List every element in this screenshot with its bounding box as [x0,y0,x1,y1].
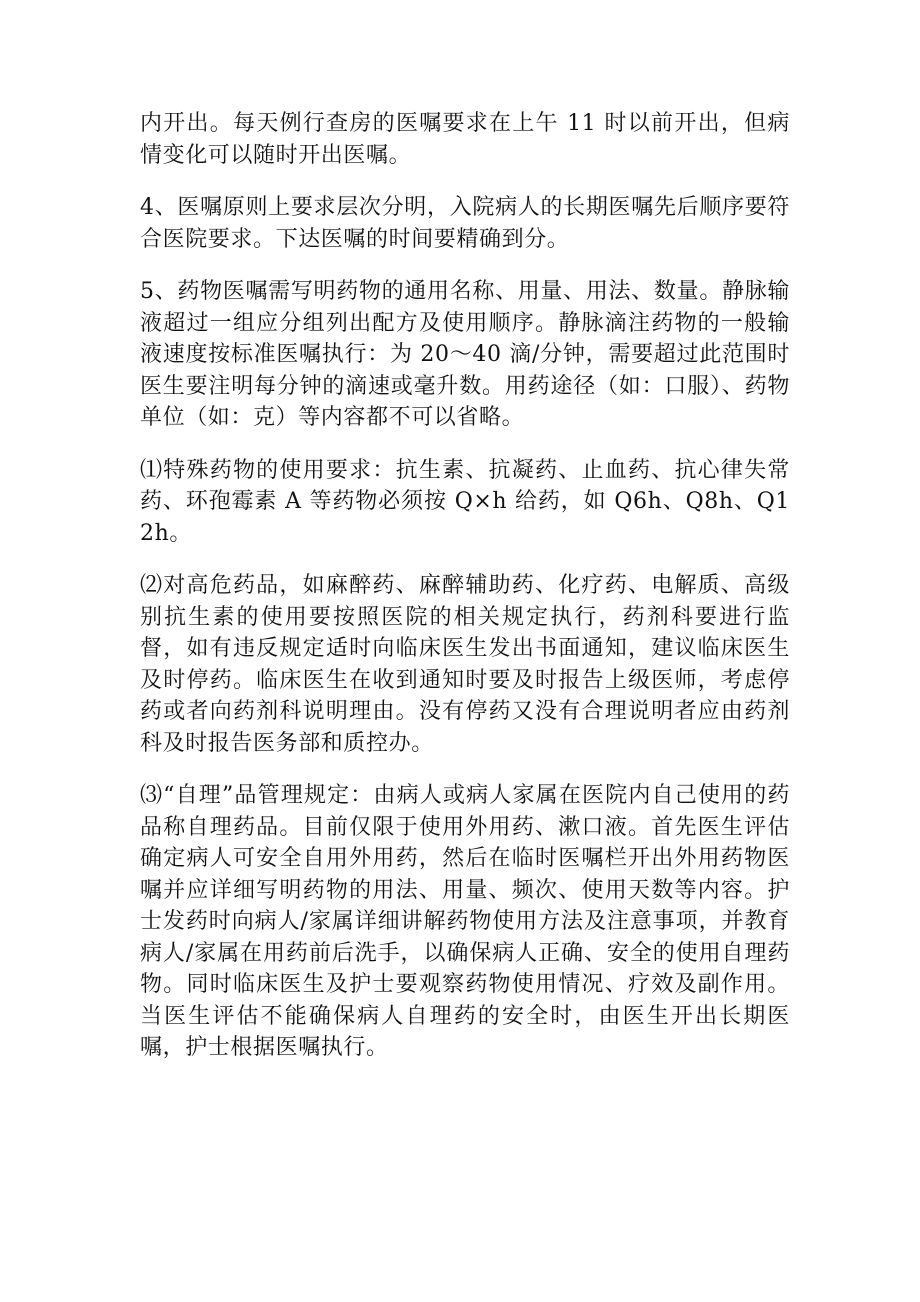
paragraph-item-5: 5、药物医嘱需写明药物的通用名称、用量、用法、数量。静脉输液超过一组应分组列出配方及使用顺序。静脉滴注药物的一般输液速度按标准医嘱执行：为 20～40 滴/分钟，需要超过此范围时医生要注明每分钟的滴速或毫升数。用药途径（如：口服）、药物单位（如：克）等内容都不可以省略。 [140,279,790,430]
paragraph-high-risk-drugs: ⑵对高危药品，如麻醉药、麻醉辅助药、化疗药、电解质、高级别抗生素的使用要按照医院的相关规定执行，药剂科要进行监督，如有违反规定适时向临床医生发出书面通知，建议临床医生及时停药。临床医生在收到通知时要及时报告上级医师，考虑停药或者向药剂科说明理由。没有停药又没有合理说明者应由药剂科及时报告医务部和质控办。 [140,573,790,756]
paragraph-order-timing: 内开出。每天例行查房的医嘱要求在上午 11 时以前开出，但病情变化可以随时开出医嘱。 [140,111,790,168]
paragraph-self-managed-drugs: ⑶“自理”品管理规定：由病人或病人家属在医院内自己使用的药品称自理药品。目前仅限于使用外用药、漱口液。首先医生评估确定病人可安全自用外用药，然后在临时医嘱栏开出外用药物医嘱并应详细写明药物的用法、用量、频次、使用天数等内容。护士发药时向病人/家属详细讲解药物使用方法及注意事项，并教育病人/家属在用药前后洗手，以确保病人正确、安全的使用自理药物。同时临床医生及护士要观察药物使用情况、疗效及副作用。当医生评估不能确保病人自理药的安全时，由医生开出长期医嘱，护士根据医嘱执行。 [140,783,790,1060]
paragraph-special-drugs: ⑴特殊药物的使用要求：抗生素、抗凝药、止血药、抗心律失常药、环孢霉素 A 等药物必须按 Q×h 给药，如 Q6h、Q8h、Q12h。 [140,457,790,546]
document-page [140,108,790,1085]
paragraph-item-4: 4、医嘱原则上要求层次分明，入院病人的长期医嘱先后顺序要符合医院要求。下达医嘱的时间要精确到分。 [140,195,790,252]
